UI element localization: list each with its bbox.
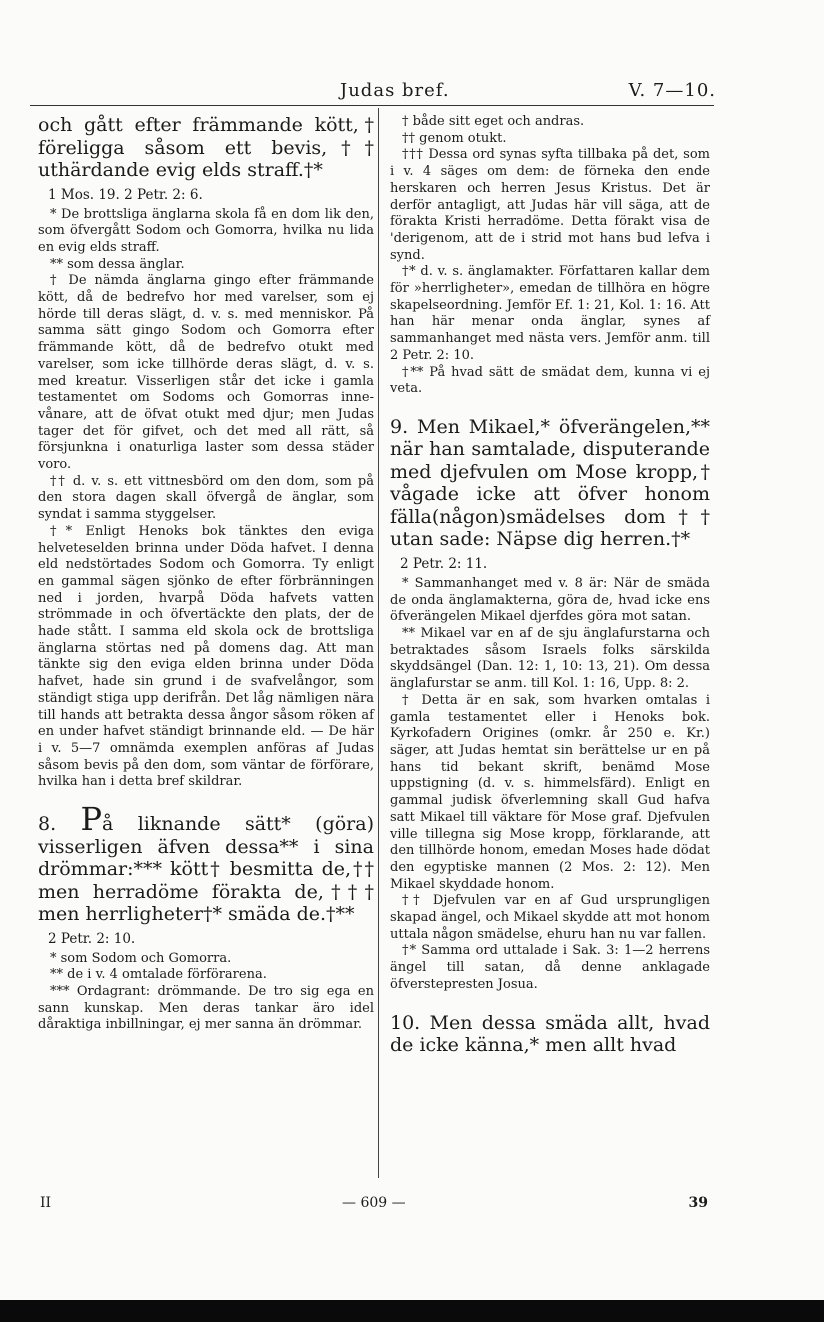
footnote: ††† Dessa ord synas syfta tillbaka på det, som i v. 4 säges om dem: de förneka den ende herskaren och herren Jesus Kristus. Det är derför antagligt, att Judas här vill säga, att de förakta Kristi herradöme. Detta förakt visa de 'derigenom, att de i strid mot hans bud lefva i synd. [390, 147, 710, 263]
footnote: †† d. v. s. ett vittnesbörd om den dom, som på den stora dagen skall öfvergå de änglar, som syndat i samma styggelser. [38, 473, 374, 523]
footnote: †** På hvad sätt de smädat dem, kunna vi ej veta. [390, 364, 710, 397]
footnote: †* Enligt Henoks bok tänktes den eviga helveteselden brinna under Döda hafvet. I denna eld nedstörtades Sodom och Gomorra. Ty enligt en gammal sägen sjönko de efter förbränningen ned i jorden, hvarpå Döda hafvets vatten strömmade in och öfvertäckte den plats, der de hade stått. I samma eld skola ock de brottsliga änglarna störtas ned på domens dag. Att man tänkte sig den eviga elden brinna under Döda hafvet, hade sin grund i de svafvelångor, som ständigt stiga upp derifrån. Det låg nämligen nära till hands att betrakta dessa ångor såsom röken af en under hafvet ständigt brinnande eld. — De här i v. 5—7 omnämda exemplen anföras af Judas såsom bevis på den dom, som väntar de förförare, hvilka han i detta bref skildrar. [38, 523, 374, 790]
footnote: * som Sodom och Gomorra. [50, 950, 232, 966]
footnote: † De nämda änglarna gingo efter främmande kött, då de bedrefvo hor med varelser, som ej hörde till deras slägt, d. v. s. med menniskor. På samma sätt gingo Sodom och Gomorra efter främmande kött, då de bedrefvo otukt med varelser, som icke tillhörde deras slägt, d. v. s. med kreatur. Visserligen står det icke i gamla testamentet om Sodoms och Gomorras inne-vånare, att de öfvat otukt med djur; men Judas tager det för gifvet, och det med all rätt, så försjunkna i onaturliga laster som dessa städer voro. [38, 273, 374, 473]
page-number: — 609 — [342, 1195, 406, 1211]
verse-7-continuation: och gått efter främmande kött,† föreligga såsom ett bevis,†† uthärdande evig elds straff.†* [38, 114, 374, 181]
footnote: ** Mikael var en af de sju änglafurstarna och betraktades såsom Israels folks särskilda skyddsängel (Dan. 12: 1, 10: 13, 21). Om dessa änglafurstar se anm. till Kol. 1: 16, Upp. 8: 2. [390, 626, 710, 692]
verse-9: 9. Men Mikael,* öfverängelen,** när han samtalade, disputerande med djefvulen om Mose kropp,† vågade icke att öfver honom fälla(någon)smädelses dom†† utan sade: Näpse dig herren.†* [390, 415, 710, 551]
verse-8-text: å liknande sätt* (göra) visserligen äfven dessa** i sina drömmar:*** kött† besmitta de,†† men herradöme förakta de,††† men herrligheter†* smäda de.†** [38, 813, 374, 926]
footnote: †† Djefvulen var en af Gud ursprungligen skapad ängel, och Mikael skydde att mot honom uttala någon smädelse, ehuru han nu var fallen. [390, 893, 710, 942]
verse-8 [38, 800, 374, 926]
footnote: †* Samma ord uttalade i Sak. 3: 1—2 herrens ängel till satan, då denne anklagade öfverstepresten Josua. [390, 943, 710, 992]
cross-reference: 2 Petr. 2: 10. [48, 930, 136, 947]
footnote: * Sammanhanget med v. 8 är: När de smäda de onda änglamakterna, göra de, hvad icke ens öfverängelen Mikael djerfdes göra mot satan. [390, 575, 710, 625]
cross-reference: 2 Petr. 2: 11. [400, 555, 488, 572]
footnote: †† genom otukt. [402, 130, 507, 146]
verse-range: V. 7—10. [628, 80, 716, 101]
spacer [390, 398, 710, 416]
footnote: †* d. v. s. änglamakter. Författaren kallar dem för »herrligheter», emedan de tillhöra en högre skapelseordning. Jemför Ef. 1: 21, Kol. 1: 16. Att han här menar onda änglar, synes af sammanhanget med nästa vers. Jemför anm. till 2 Petr. 2: 10. [390, 264, 710, 363]
left-column [38, 114, 374, 1034]
page-footer [30, 1195, 716, 1215]
column-divider [378, 108, 379, 1178]
footnote: † Detta är en sak, som hvarken omtalas i gamla testamentet eller i Henoks bok. Kyrkofadern Origines (omkr. år 250 e. Kr.) säger, att Judas hemtat sin berättelse ur en på hans tid bekant skrift, benämd Mose uppstigning (d. v. s. himmelsfärd). Enligt en gammal judisk öfverlemning skall Gud hafva satt Mikael till väktare för Mose graf. Djefvulen ville tillegna sig Mose kropp, förklarande, att den tillhörde honom, emedan Moses hade dödat den egyptiske mannen (2 Mos. 2: 12). Men Mikael skyddade honom. [390, 692, 710, 892]
sheet-number: 39 [688, 1195, 708, 1211]
footnote: * De brottsliga änglarna skola få en dom lik den, som öfvergått Sodom och Gomorra, hvilka nu lida en evig elds straff. [38, 206, 374, 255]
scan-edge [0, 1300, 824, 1322]
verse-number: 8. [38, 813, 57, 836]
right-column [390, 114, 710, 1057]
header-rule [30, 105, 714, 106]
page-header [30, 80, 716, 104]
footnote: ** de i v. 4 omtalade förförarena. [50, 967, 267, 983]
footnote: *** Ordagrant: drömmande. De tro sig ega en sann kunskap. Men deras tankar äro idel dåraktiga inbillningar, ej mer sanna än drömmar. [38, 984, 374, 1033]
spacer [390, 994, 710, 1012]
running-title: Judas bref. [340, 80, 450, 101]
signature-mark: II [40, 1195, 52, 1211]
drop-cap: P [80, 800, 103, 839]
footnote: † både sitt eget och andras. [402, 114, 585, 129]
cross-reference: 1 Mos. 19. 2 Petr. 2: 6. [48, 186, 203, 203]
footnote: ** som dessa änglar. [50, 256, 185, 272]
verse-10: 10. Men dessa smäda allt, hvad de icke känna,* men allt hvad [390, 1011, 710, 1057]
